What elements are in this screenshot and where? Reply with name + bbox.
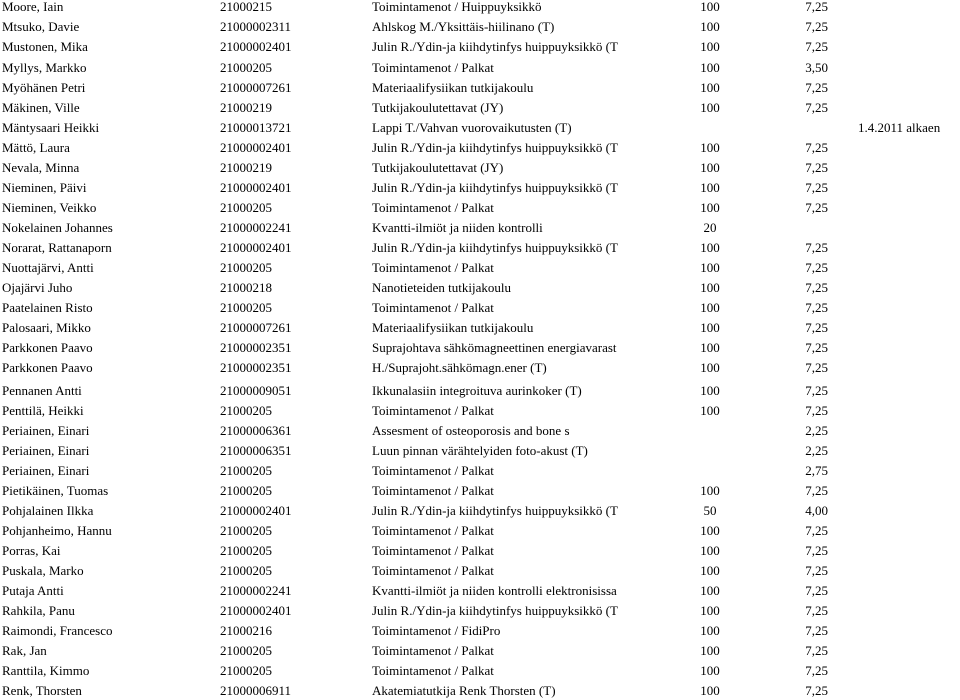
table-row [0, 318, 960, 337]
hours-value: 7,25 [805, 683, 828, 698]
hours-value: 7,25 [805, 360, 828, 375]
percentage: 100 [700, 523, 720, 538]
project-description: Toimintamenot / Palkat [372, 463, 494, 478]
employee-name: Renk, Thorsten [2, 683, 82, 698]
hours-value: 2,25 [805, 423, 828, 438]
employee-name: Mäntysaari Heikki [2, 120, 100, 135]
project-description: Kvantti-ilmiöt ja niiden kontrolli elektronisissa [372, 583, 617, 598]
hours-value: 7,25 [805, 583, 828, 598]
employee-name: Periainen, Einari [2, 423, 90, 438]
percentage: 100 [700, 403, 720, 418]
table-row [0, 561, 960, 580]
percentage: 100 [700, 0, 720, 14]
project-code: 21000002241 [220, 220, 292, 235]
project-code: 21000013721 [220, 120, 292, 135]
table-row [0, 661, 960, 680]
hours-value: 7,25 [805, 663, 828, 678]
employee-name: Parkkonen Paavo [2, 360, 93, 375]
employee-name: Mtsuko, Davie [2, 19, 80, 34]
hours-value: 7,25 [805, 180, 828, 195]
table-row [0, 601, 960, 620]
project-description: Ikkunalasiin integroituva aurinkoker (T) [372, 383, 582, 398]
project-description: Toimintamenot / Palkat [372, 300, 494, 315]
project-description: Tutkijakoulutettavat (JY) [372, 160, 504, 175]
table-row [0, 0, 960, 16]
project-description: Toimintamenot / Palkat [372, 543, 494, 558]
employee-name: Ojajärvi Juho [2, 280, 73, 295]
project-code: 21000205 [220, 300, 272, 315]
project-code: 21000216 [220, 623, 272, 638]
project-code: 21000002401 [220, 603, 292, 618]
percentage: 100 [700, 80, 720, 95]
employee-name: Pohjalainen Ilkka [2, 503, 94, 518]
table-row [0, 78, 960, 97]
employee-name: Porras, Kai [2, 543, 61, 558]
hours-value: 3,50 [805, 60, 828, 75]
percentage: 100 [700, 563, 720, 578]
project-code: 21000002401 [220, 240, 292, 255]
percentage: 100 [700, 39, 720, 54]
project-code: 21000009051 [220, 383, 292, 398]
project-code: 21000218 [220, 280, 272, 295]
project-code: 21000006351 [220, 443, 292, 458]
employee-name: Mustonen, Mika [2, 39, 88, 54]
percentage: 100 [700, 260, 720, 275]
table-row [0, 37, 960, 56]
project-description: Ahlskog M./Yksittäis-hiilinano (T) [372, 19, 555, 34]
table-row [0, 358, 960, 377]
employee-name: Pohjanheimo, Hannu [2, 523, 112, 538]
employee-name: Puskala, Marko [2, 563, 84, 578]
table-row [0, 338, 960, 357]
hours-value: 7,25 [805, 320, 828, 335]
employee-name: Moore, Iain [2, 0, 64, 14]
employee-name: Nieminen, Päivi [2, 180, 87, 195]
hours-value: 7,25 [805, 19, 828, 34]
percentage: 100 [700, 663, 720, 678]
percentage: 100 [700, 360, 720, 375]
employee-name: Nokelainen Johannes [2, 220, 113, 235]
project-description: Toimintamenot / Palkat [372, 260, 494, 275]
hours-value: 7,25 [805, 140, 828, 155]
table-row [0, 118, 960, 137]
project-description: Assesment of osteoporosis and bone s [372, 423, 570, 438]
project-description: Lappi T./Vahvan vuorovaikutusten (T) [372, 120, 572, 135]
hours-value: 7,25 [805, 280, 828, 295]
percentage: 100 [700, 543, 720, 558]
project-description: Toimintamenot / FidiPro [372, 623, 501, 638]
table-row [0, 541, 960, 560]
project-code: 21000205 [220, 563, 272, 578]
employee-name: Pennanen Antti [2, 383, 82, 398]
percentage: 100 [700, 483, 720, 498]
project-description: Nanotieteiden tutkijakoulu [372, 280, 511, 295]
hours-value: 7,25 [805, 340, 828, 355]
percentage: 100 [700, 383, 720, 398]
project-description: Materiaalifysiikan tutkijakoulu [372, 320, 534, 335]
percentage: 100 [700, 300, 720, 315]
project-code: 21000205 [220, 643, 272, 658]
project-description: Tutkijakoulutettavat (JY) [372, 100, 504, 115]
percentage: 100 [700, 320, 720, 335]
project-code: 21000002401 [220, 39, 292, 54]
hours-value: 7,25 [805, 300, 828, 315]
percentage: 100 [700, 160, 720, 175]
employee-name: Rak, Jan [2, 643, 47, 658]
hours-value: 7,25 [805, 80, 828, 95]
table-row [0, 381, 960, 400]
employee-name: Putaja Antti [2, 583, 64, 598]
percentage: 100 [700, 60, 720, 75]
hours-value: 7,25 [805, 563, 828, 578]
project-code: 21000006361 [220, 423, 292, 438]
employee-name: Nieminen, Veikko [2, 200, 97, 215]
percentage: 100 [700, 340, 720, 355]
percentage: 20 [703, 220, 717, 235]
employee-name: Raimondi, Francesco [2, 623, 113, 638]
hours-value: 7,25 [805, 483, 828, 498]
percentage: 100 [700, 240, 720, 255]
project-code: 21000002241 [220, 583, 292, 598]
project-description: Julin R./Ydin-ja kiihdytinfys huippuyksikkö (T [372, 39, 618, 54]
hours-value: 7,25 [805, 623, 828, 638]
project-description: Toimintamenot / Palkat [372, 403, 494, 418]
project-code: 21000002401 [220, 140, 292, 155]
percentage: 100 [700, 100, 720, 115]
project-code: 21000007261 [220, 80, 292, 95]
percentage: 100 [700, 19, 720, 34]
table-row [0, 218, 960, 237]
percentage: 100 [700, 140, 720, 155]
table-row [0, 521, 960, 540]
project-code: 21000219 [220, 160, 272, 175]
percentage: 100 [700, 623, 720, 638]
table-row [0, 17, 960, 36]
employee-name: Nevala, Minna [2, 160, 80, 175]
table-row [0, 441, 960, 460]
employee-name: Paatelainen Risto [2, 300, 93, 315]
employee-name: Rahkila, Panu [2, 603, 75, 618]
table-row [0, 178, 960, 197]
hours-value: 7,25 [805, 0, 828, 14]
percentage: 100 [700, 603, 720, 618]
project-description: Toimintamenot / Palkat [372, 60, 494, 75]
employee-name: Parkkonen Paavo [2, 340, 93, 355]
project-description: Julin R./Ydin-ja kiihdytinfys huippuyksikkö (T [372, 603, 618, 618]
project-code: 21000205 [220, 483, 272, 498]
employee-name: Myöhänen Petri [2, 80, 86, 95]
percentage: 100 [700, 280, 720, 295]
percentage: 100 [700, 583, 720, 598]
project-description: Julin R./Ydin-ja kiihdytinfys huippuyksikkö (T [372, 140, 618, 155]
employee-name: Mäkinen, Ville [2, 100, 80, 115]
percentage: 100 [700, 180, 720, 195]
project-description: Toimintamenot / Palkat [372, 483, 494, 498]
percentage: 50 [703, 503, 717, 518]
project-code: 21000002311 [220, 19, 292, 34]
project-code: 21000205 [220, 523, 272, 538]
employee-name: Ranttila, Kimmo [2, 663, 90, 678]
hours-value: 7,25 [805, 643, 828, 658]
project-code: 21000002401 [220, 503, 292, 518]
hours-value: 2,75 [805, 463, 828, 478]
hours-value: 7,25 [805, 543, 828, 558]
project-code: 21000205 [220, 663, 272, 678]
project-description: Kvantti-ilmiöt ja niiden kontrolli [372, 220, 543, 235]
note: 1.4.2011 alkaen [858, 120, 941, 135]
project-description: Toimintamenot / Palkat [372, 200, 494, 215]
table-row [0, 198, 960, 217]
project-code: 21000215 [220, 0, 272, 14]
employee-name: Norarat, Rattanaporn [2, 240, 112, 255]
project-description: Toimintamenot / Huippuyksikkö [372, 0, 542, 14]
project-description: Toimintamenot / Palkat [372, 643, 494, 658]
project-description: Julin R./Ydin-ja kiihdytinfys huippuyksikkö (T [372, 240, 618, 255]
hours-value: 7,25 [805, 240, 828, 255]
hours-value: 4,00 [805, 503, 828, 518]
employee-name: Penttilä, Heikki [2, 403, 84, 418]
table-row [0, 481, 960, 500]
hours-value: 7,25 [805, 403, 828, 418]
table-row [0, 238, 960, 257]
project-code: 21000002351 [220, 340, 292, 355]
table-row [0, 58, 960, 77]
project-description: H./Suprajoht.sähkömagn.ener (T) [372, 360, 547, 375]
percentage: 100 [700, 643, 720, 658]
project-code: 21000205 [220, 403, 272, 418]
project-code: 21000205 [220, 60, 272, 75]
project-description: Toimintamenot / Palkat [372, 523, 494, 538]
table-row [0, 641, 960, 660]
table-row [0, 258, 960, 277]
hours-value: 2,25 [805, 443, 828, 458]
percentage: 100 [700, 683, 720, 698]
hours-value: 7,25 [805, 39, 828, 54]
table-row [0, 138, 960, 157]
hours-value: 7,25 [805, 260, 828, 275]
table-row [0, 461, 960, 480]
project-code: 21000205 [220, 543, 272, 558]
table-row [0, 681, 960, 700]
project-code: 21000002401 [220, 180, 292, 195]
project-description: Julin R./Ydin-ja kiihdytinfys huippuyksikkö (T [372, 180, 618, 195]
project-description: Luun pinnan värähtelyiden foto-akust (T) [372, 443, 588, 458]
employee-name: Pietikäinen, Tuomas [2, 483, 109, 498]
project-code: 21000205 [220, 463, 272, 478]
table-row [0, 421, 960, 440]
employee-name: Mättö, Laura [2, 140, 70, 155]
hours-value: 7,25 [805, 383, 828, 398]
project-description: Akatemiatutkija Renk Thorsten (T) [372, 683, 556, 698]
project-description: Materiaalifysiikan tutkijakoulu [372, 80, 534, 95]
table-row [0, 581, 960, 600]
project-description: Toimintamenot / Palkat [372, 563, 494, 578]
project-code: 21000006911 [220, 683, 292, 698]
employee-name: Nuottajärvi, Antti [2, 260, 94, 275]
project-code: 21000002351 [220, 360, 292, 375]
employee-name: Myllys, Markko [2, 60, 87, 75]
project-description: Toimintamenot / Palkat [372, 663, 494, 678]
project-description: Julin R./Ydin-ja kiihdytinfys huippuyksikkö (T [372, 503, 618, 518]
hours-value: 7,25 [805, 523, 828, 538]
employee-name: Periainen, Einari [2, 443, 90, 458]
table-row [0, 401, 960, 420]
table-row [0, 98, 960, 117]
employee-name: Periainen, Einari [2, 463, 90, 478]
table-row [0, 501, 960, 520]
table-row [0, 298, 960, 317]
table-row [0, 278, 960, 297]
hours-value: 7,25 [805, 160, 828, 175]
project-code: 21000219 [220, 100, 272, 115]
percentage: 100 [700, 200, 720, 215]
table-row [0, 158, 960, 177]
hours-value: 7,25 [805, 100, 828, 115]
project-code: 21000205 [220, 260, 272, 275]
project-code: 21000007261 [220, 320, 292, 335]
project-description: Suprajohtava sähkömagneettinen energiavarast [372, 340, 617, 355]
project-code: 21000205 [220, 200, 272, 215]
hours-value: 7,25 [805, 603, 828, 618]
table-row [0, 621, 960, 640]
employee-name: Palosaari, Mikko [2, 320, 91, 335]
hours-value: 7,25 [805, 200, 828, 215]
